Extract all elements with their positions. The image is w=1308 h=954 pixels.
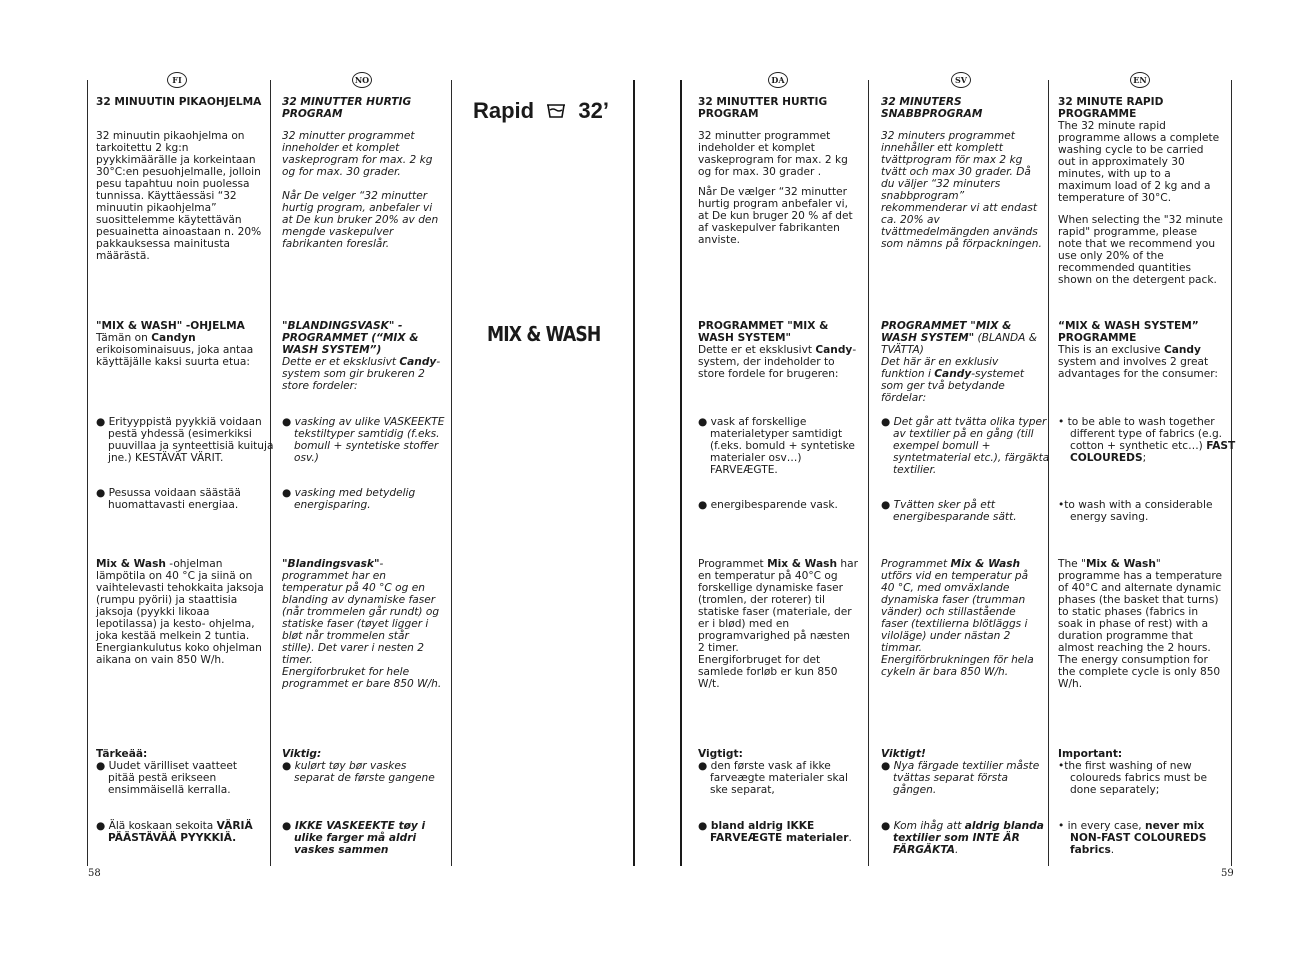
bullet-item: ● Erityyppistä pyykkiä voidaan pestä yhdessä (esimerkiksi puuvillaa ja synteettisiä kuituja jne.) KESTÄVÄT VÄRIT. (96, 416, 274, 464)
mix-title: PROGRAMMET "MIX & WASH SYSTEM" (698, 320, 829, 344)
mix-intro-cont: - system, der indeholder to store fordele for brugeren: (698, 344, 857, 380)
important-item: ● kulørt tøy bør vaskes separat de første gangene (282, 760, 435, 784)
bullet-bold: FAST COLOUREDS (1070, 440, 1236, 464)
brand-name: Candy (399, 356, 437, 368)
mix-title: “MIX & WASH SYSTEM” PROGRAMME (1058, 320, 1199, 344)
important-item: ● Uudet värilliset vaatteet pitää pestä erikseen ensimmäisellä kerralla. (96, 760, 238, 796)
important-title: Viktig: (282, 748, 322, 760)
column-divider (270, 80, 271, 866)
mix-title: PROGRAMMET "MIX & WASH SYSTEM" (881, 320, 1012, 344)
section-title: 32 MINUUTIN PIKAOHJELMA (96, 96, 262, 108)
brand-name: Candy (815, 344, 853, 356)
description (698, 558, 860, 690)
important-title: Vigtigt: (698, 748, 743, 760)
column-divider (87, 80, 88, 866)
mix-intro-cont: erikoisominaisuus, joka antaa käyttäjälle kaksi suurta etua: (96, 344, 254, 368)
important-bold: never mix NON-FAST COLOUREDS fabrics (1070, 820, 1207, 856)
important-section (881, 748, 1043, 796)
bullet-item: ● vask af forskellige materialetyper samtidigt (f.eks. bomuld + syntetiske materialer osv…) FARVEÆGTE. (698, 416, 855, 476)
page-number-left: 58 (88, 868, 101, 879)
important-text: ● Älä koskaan sekoita (96, 820, 217, 832)
column-divider (451, 80, 452, 866)
description-text: utförs vid en temperatur på 40 °C, med omväxlande dynamiska faser (trumman vänder) och stillastående faser (textilierna blötläggs i viloläge) under nästan 2 timmar. (881, 570, 1029, 654)
language-badge-en: EN (1130, 72, 1150, 88)
bullet-item: ● Tvätten sker på ett energibesparande sätt. (881, 499, 1017, 523)
brand-name: Candy (934, 368, 972, 380)
page-gutter-left (633, 80, 635, 866)
mix-intro: Det här är en exklusiv funktion i (881, 356, 999, 380)
mix-intro-cont: -system som gir brukeren 2 store fordeler: (282, 356, 441, 392)
energy-text: Energiforbruget for det samlede forløb er kun 850 W/t. (698, 654, 838, 690)
intro-text: 32 minutter programmet inneholder et komplet vaskeprogram for max. 2 kg og for max. 30 grader. (282, 130, 433, 178)
program-name: Mix & Wash (1085, 558, 1156, 570)
mix-title: "MIX & WASH" -OHJELMA (96, 320, 245, 332)
intro-text: When selecting the "32 minute rapid" programme, please note that we recommend you use only 20% of the recommended quantities shown on the detergent pack. (1058, 214, 1223, 286)
important-text: . (1110, 844, 1115, 856)
section-title: 32 MINUTTER HURTIG PROGRAM (282, 96, 412, 120)
description-text: Programmet (881, 558, 951, 570)
mix-title: "BLANDINGSVASK" - PROGRAMMET (“MIX & WASH SYSTEM”) (282, 320, 419, 356)
intro-text: 32 minutter programmet indeholder et komplet vaskeprogram for max. 2 kg og for max. 30 grader . (698, 130, 848, 178)
mix-section (1058, 320, 1224, 380)
program-name: Mix & Wash (950, 558, 1021, 570)
bullet-item: ● vasking av ulike VASKEEKTE tekstiltyper samtidig (f.eks. bomull + syntetiske stoffer osv.) (282, 416, 445, 464)
page-number-right: 59 (1221, 868, 1234, 879)
energy-text: Energiforbruket for hele programmet er bare 850 W/h. (282, 666, 442, 690)
mix-title-suffix: (BLANDA & TVÄTTA) (881, 332, 1038, 356)
important-title: Important: (1058, 748, 1123, 760)
program-name: "Blandingsvask" (282, 558, 380, 570)
description (96, 558, 264, 666)
important-item: ● den første vask af ikke farveægte materialer skal ske separat, (698, 760, 848, 796)
rapid-program-heading (473, 98, 609, 125)
important-section (698, 748, 860, 796)
description-text: " programme has a temperature of 40°C and alternate dynamic phases (the basket that turns) to static phases (fabrics in soak in phase of rest) with a duration programme that almost reaching the 2 hours. The energy consumption for the complete cycle is only 850 W/h. (1058, 558, 1222, 690)
program-name: Mix & Wash (96, 558, 166, 570)
brand-name: Candy (1163, 344, 1201, 356)
mix-section (96, 320, 264, 368)
description-text: The " (1058, 558, 1086, 570)
bullet-item: ● energibesparende vask. (698, 499, 838, 511)
rapid-label: Rapid (473, 98, 535, 123)
page-gutter-right (680, 80, 682, 866)
important-section (96, 748, 264, 796)
intro-text: Når De vælger “32 minutter hurtig program anbefaler vi, at De kun bruger 20 % af det af vaskepulver fabrikanten anviste. (698, 186, 853, 246)
important-item: ● Nya färgade textilier måste tvättas separat första gången. (881, 760, 1040, 796)
mix-intro-cont: -systemet som ger två betydande fördelar: (881, 368, 1025, 404)
mix-intro-cont: system and involves 2 great advantages for the consumer: (1058, 356, 1218, 380)
description (1058, 558, 1224, 690)
mix-intro: Tämän on (96, 332, 152, 344)
intro-text: The 32 minute rapid programme allows a complete washing cycle to be carried out in approximately 30 minutes, with up to a maximum load of 2 kg and a temperature of 30°C. (1058, 120, 1220, 204)
section-title: 32 MINUTTER HURTIG PROGRAM (698, 96, 828, 120)
description-text: - programmet har en temperatur på 40 °C og en blanding av dynamiske faser (når trommelen går rundt) og statiske faser (tøyet ligger i bløt når trommelen står stille). Det varer i nesten 2 timer. (282, 558, 440, 666)
intro-text: 32 minuutin pikaohjelma on tarkoitettu 2 kg:n pyykkimäärälle ja korkeintaan 30°C:en pesuohjelmalle, jolloin pesu tapahtuu noin puolessa tunnissa. Käyttäessäsi “32 minuutin pikaohjelma” suosittelemme käytettävän pesuainetta ainoastaan n. 20% pakkauksessa mainitusta määrästä. (96, 130, 262, 262)
important-section (282, 748, 444, 784)
mix-section (881, 320, 1043, 404)
energy-text: Energiankulutus koko ohjelman aikana on vain 850 W/h. (96, 642, 262, 666)
mix-intro: This is an exclusive (1058, 344, 1164, 356)
important-text: • in every case, (1058, 820, 1146, 832)
important-item: ● IKKE VASKEEKTE tøy i ulike farger må aldri vaskes sammen (282, 820, 426, 856)
language-badge-sv: SV (951, 72, 971, 88)
section-title: 32 MINUTERS SNABBPROGRAM (881, 96, 983, 120)
important-text: . (954, 844, 959, 856)
important-bold: aldrig blanda textilier som INTE ÄR FÄRGÄKTA (893, 820, 1044, 856)
mix-wash-title: MIX & WASH (487, 322, 601, 346)
bullet-item: ● Pesussa voidaan säästää huomattavasti energiaa. (96, 487, 241, 511)
important-section (1058, 748, 1224, 796)
important-item (96, 820, 276, 844)
language-badge-no: NO (352, 72, 372, 88)
column-divider (1231, 80, 1232, 866)
important-title: Tärkeää: (96, 748, 148, 760)
bullet-item: ● vasking med betydelig energisparing. (282, 487, 416, 511)
important-text: . (848, 832, 852, 844)
description (282, 558, 444, 690)
mix-intro: Dette er et eksklusivt (698, 344, 816, 356)
bullet-item: •to wash with a considerable energy saving. (1058, 499, 1213, 523)
bullet-item: ● Det går att tvätta olika typer av textilier på en gång (till exempel bomull + syntetmaterial etc.), färgäkta textilier. (881, 416, 1050, 476)
program-name: Mix & Wash (767, 558, 837, 570)
bullet-text: ; (1142, 452, 1147, 464)
language-badge-fi: FI (167, 72, 187, 88)
section-title: 32 MINUTE RAPID PROGRAMME (1058, 96, 1164, 120)
description (881, 558, 1043, 678)
brand-name: Candyn (151, 332, 196, 344)
important-item (698, 820, 872, 844)
important-title: Viktigt! (881, 748, 926, 760)
important-item (881, 820, 1055, 856)
language-badge-da: DA (768, 72, 788, 88)
mix-section (698, 320, 860, 380)
energy-text: Energiförbrukningen för hela cykeln är bara 850 W/h. (881, 654, 1034, 678)
description-text: Programmet (698, 558, 768, 570)
important-item: •the first washing of new coloureds fabrics must be done separately; (1058, 760, 1207, 796)
important-bold: VÄRIÄ PÄÄSTÄVÄÄ PYYKKIÄ. (108, 820, 253, 844)
description-text: har en temperatur på 40°C og forskellige dynamiske faser (tromlen, der roterer) til statiske faser (materiale, der er i blød) med en programvarighed på næsten 2 timer. (698, 558, 858, 654)
intro-text: 32 minuters programmet innehåller ett komplett tvättprogram för max 2 kg tvätt och max 30 grader. Då du väljer “32 minuters snabbprogram” rekommenderar vi att endast ca. 20% av tvättmedelmängden används som nämns på förpackningen. (881, 130, 1042, 250)
important-text: ● Kom ihåg att (881, 820, 965, 832)
bullet-text: • to be able to wash together different type of fabrics (e.g. cotton + synthetic etc…) (1058, 416, 1223, 452)
rapid-time: 32’ (578, 98, 609, 123)
wash-tub-icon (546, 99, 566, 125)
description-text: -ohjelman lämpötila on 40 °C ja siinä on vaihtelevasti tehokkaita jaksoja (rumpu pyörii) ja staattisia jaksoja (pyykki likoaa lepotilassa) ja kesto- ohjelma, joka kestää melkein 2 tuntia. (96, 558, 264, 642)
important-item (1058, 820, 1236, 856)
important-bold: ● bland aldrig IKKE FARVEÆGTE materialer (698, 820, 849, 844)
intro-text: Når De velger “32 minutter hurtig program, anbefaler vi at De kun bruker 20% av den mengde vaskepulver fabrikanten foreslår. (282, 190, 439, 250)
mix-intro: Dette er et eksklusivt (282, 356, 400, 368)
mix-section (282, 320, 444, 392)
bullet-item (1058, 416, 1236, 464)
